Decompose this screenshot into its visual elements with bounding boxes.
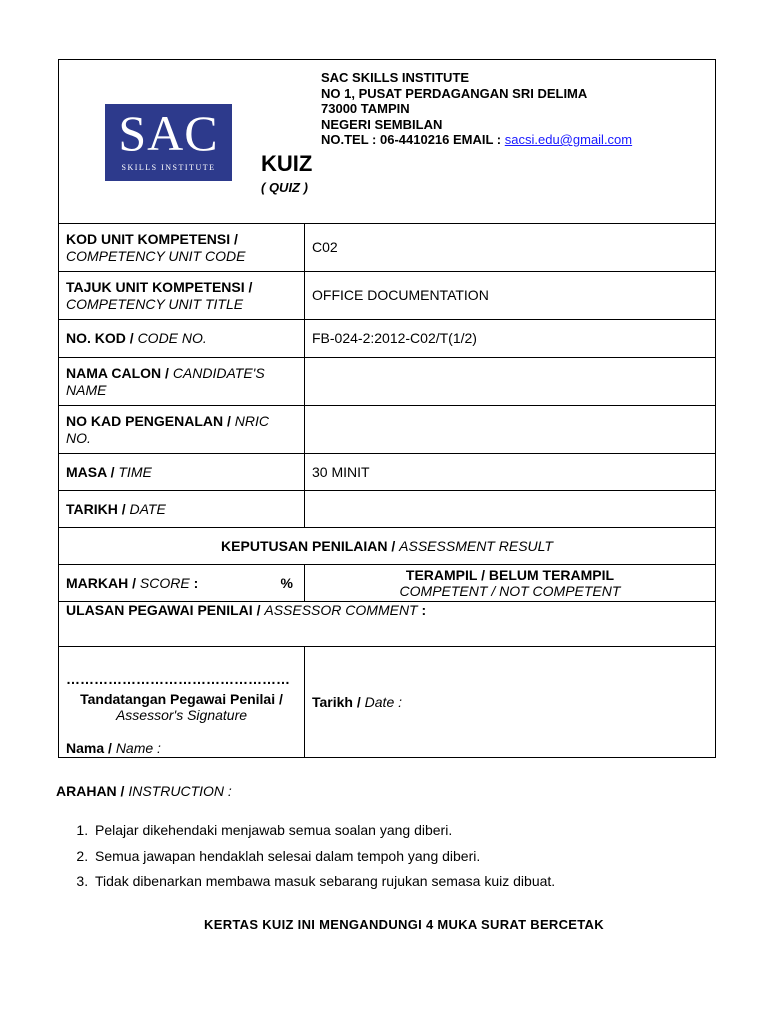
label-italic: DATE [129,500,166,517]
table-row [59,406,716,454]
percent-sign: % [280,574,293,591]
label-italic: COMPETENCY UNIT CODE [66,247,246,264]
label-italic: COMPETENCY UNIT TITLE [66,295,244,312]
row-label [59,272,305,320]
row-label [59,491,305,528]
table-row [59,320,716,358]
label-italic: NRIC NO. [66,412,270,446]
label-bold: NO KAD PENGENALAN / [66,412,231,429]
row-label [59,406,305,454]
list-item: 2. Semua jawapan hendaklah selesai dalam tempoh yang diberi. [92,848,716,865]
header-cell [59,60,716,224]
table-row [59,358,716,406]
signature-caption: Tandatangan Pegawai Penilai / Assessor's Signature [80,691,283,723]
label-italic: CODE NO. [137,330,207,346]
table-row [59,272,716,320]
institute-line: NO 1, PUSAT PERDAGANGAN SRI DELIMA [321,85,588,101]
table-row [59,454,716,491]
institute-line: NEGERI SEMBILAN [321,116,443,132]
table-row [59,491,716,528]
signature-cell[interactable] [59,647,305,758]
assessor-comment[interactable]: ULASAN PEGAWAI PENILAI / ASSESSOR COMMENT : [59,602,716,647]
page-subtitle: ( QUIZ ) [261,180,308,195]
instructions-section [56,783,716,899]
list-item: 1. Pelajar dikehendaki menjawab semua soalan yang diberi. [92,822,716,839]
label-bold: TARIKH / [66,500,126,517]
page-title: KUIZ [261,151,313,176]
institute-address [321,70,632,148]
date-cell[interactable]: Tarikh / Date : [305,647,716,758]
row-value[interactable] [305,491,716,528]
row-value[interactable]: FB-024-2:2012-C02/T(1/2) [305,320,716,358]
row-value[interactable]: OFFICE DOCUMENTATION [305,272,716,320]
row-value[interactable]: C02 [305,224,716,272]
page-count-notice: KERTAS KUIZ INI MENGANDUNGI 4 MUKA SURAT BERCETAK [204,917,604,932]
label-bold: NO. KOD / [66,330,134,346]
comment-row [59,602,716,647]
quiz-cover-form [58,59,715,758]
list-item: 3. Tidak dibenarkan membawa masuk sebarang rujukan semasa kuiz dibuat. [92,873,716,890]
row-label [59,224,305,272]
row-label [59,454,305,491]
name-field[interactable]: Nama / Name : [66,740,161,756]
competency-cell[interactable]: TERAMPIL / BELUM TERAMPIL COMPETENT / NOT COMPETENT [305,565,716,602]
label-italic: CANDIDATE'S NAME [66,364,265,398]
row-value[interactable]: 30 MINIT [305,454,716,491]
email-link[interactable]: sacsi.edu@gmail.com [504,132,633,147]
label-bold: MASA / [66,463,115,480]
instructions-list [56,822,716,890]
contact-line [321,132,632,148]
row-value[interactable] [305,358,716,406]
institute-line: 73000 TAMPIN [321,101,410,116]
label-bold: KOD UNIT KOMPETENSI / [66,230,238,247]
sac-logo [105,104,232,181]
assessment-result-title: KEPUTUSAN PENILAIAN / ASSESSMENT RESULT [59,528,716,565]
row-label [59,358,305,406]
score-cell[interactable]: MARKAH / SCORE : % [59,565,305,602]
row-value[interactable] [305,406,716,454]
logo-text: SAC [118,105,219,161]
institute-line: SAC SKILLS INSTITUTE [321,70,470,85]
score-row [59,565,716,602]
label-bold: NAMA CALON / [66,364,169,381]
label-italic: TIME [118,463,152,480]
result-header-row [59,528,716,565]
signature-row [59,647,716,758]
signature-line: ………………………………………… [66,671,290,687]
tel-label: NO.TEL : 06-4410216 EMAIL : [321,132,505,147]
form-table [58,59,716,758]
row-label [59,320,305,358]
label-bold: TAJUK UNIT KOMPETENSI / [66,278,253,295]
logo-subtext: SKILLS INSTITUTE [121,163,216,172]
table-row [59,224,716,272]
instructions-heading: ARAHAN / INSTRUCTION : [56,783,232,799]
